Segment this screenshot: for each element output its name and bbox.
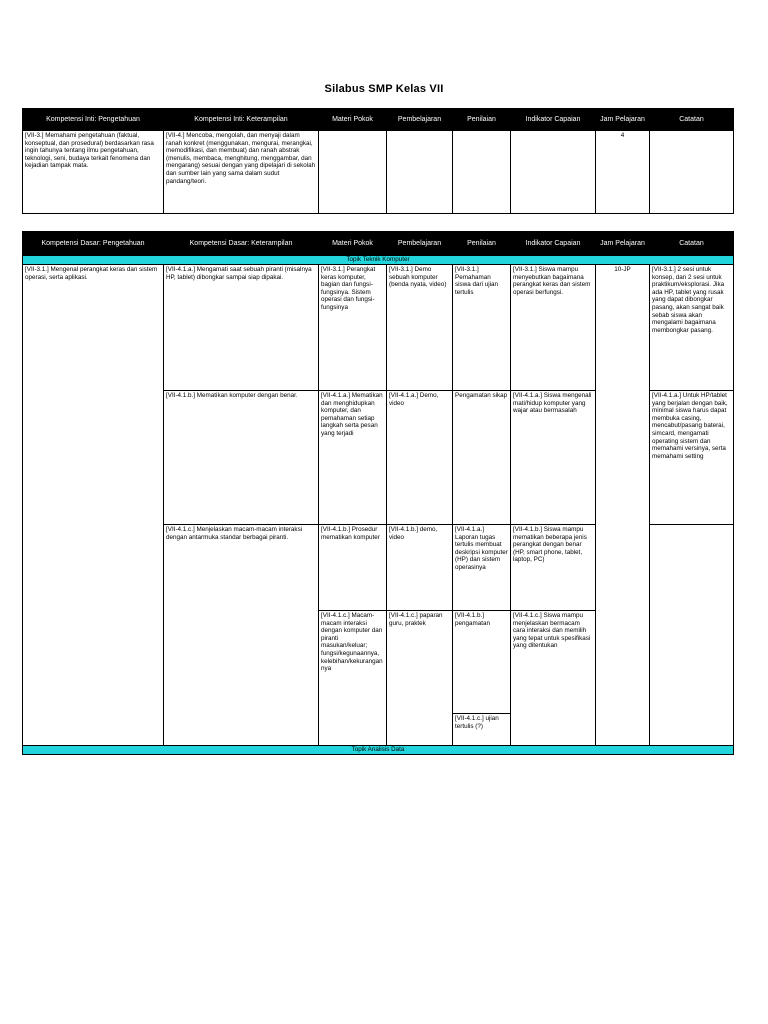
cell-materi: [VII-4.1.c.] Macam-macam interaksi dengan komputer dan piranti masukan/keluar; fungsi/kegunaannya, kelebihan/kekurangannya	[319, 611, 387, 746]
cell-penilaian: [VII-3.1.] Pemahaman siswa dari ujian tertulis	[453, 265, 511, 391]
topic-row	[23, 256, 734, 265]
cell-ki-keterampilan: [VII-4.] Mencoba, mengolah, dan menyaji dalam ranah konkret (menggunakan, mengurai, merangkai, memodifikasi, dan membuat) dan ranah abstrak (menulis, membaca, menghitung, menggambar, dan mengarang) sesuai dengan yang dipelajari di sekolah dan sumber lain yang sama dalam sudut pandang/teori.	[164, 131, 319, 214]
cell-pembelajaran: [VII-4.1.c.] paparan guru, praktek	[387, 611, 453, 746]
header-pembelajaran: Pembelajaran	[387, 109, 453, 131]
cell-empty	[319, 131, 387, 214]
topic-analisis-data: Topik Analisis Data	[23, 746, 734, 755]
cell-empty	[453, 131, 511, 214]
header-ki-pengetahuan: Kompetensi Inti: Pengetahuan	[23, 109, 164, 131]
cell-indikator: [VII-4.1.c.] Siswa mampu menjelaskan bermacam cara interaksi dan memilih yang tepat untuk spesifikasi yang ditentukan	[511, 611, 596, 746]
page-title: Silabus SMP Kelas VII	[324, 83, 444, 95]
header-indikator-capaian: Indikator Capaian	[511, 109, 596, 131]
kompetensi-inti-table	[22, 108, 734, 214]
cell-kd-keterampilan: [VII-4.1.b.] Mematikan komputer dengan benar.	[164, 391, 319, 525]
cell-materi: [VII-4.1.b.] Prosedur mematikan komputer	[319, 525, 387, 611]
cell-ki-pengetahuan: [VII-3.] Memahami pengetahuan (faktual, konseptual, dan prosedural) berdasarkan rasa ingin tahunya tentang ilmu pengetahuan, teknologi, seni, budaya terkait fenomena dan kejadian tampak mata.	[23, 131, 164, 214]
cell-penilaian: Pengamatan sikap	[453, 391, 511, 525]
header-kd-keterampilan: Kompetensi Dasar: Keterampilan	[164, 232, 319, 256]
cell-pembelajaran: [VII-3.1.] Demo sebuah komputer (benda nyata, video)	[387, 265, 453, 391]
table-header-row	[23, 232, 734, 256]
cell-penilaian: [VII-4.1.b.] pengamatan	[453, 611, 511, 714]
cell-catatan: [VII-3.1.] 2 sesi untuk konsep, dan 2 sesi untuk praktikum/eksplorasi. Jika ada HP, tablet yang rusak yang dapat dibongkar pasang, akan sangat baik sebab siswa akan mengalami bagaimana membongkar pasang.	[650, 265, 734, 391]
cell-indikator: [VII-4.1.b.] Siswa mampu mematikan beberapa jenis perangkat dengan benar (HP, smart phone, tablet, laptop, PC)	[511, 525, 596, 611]
cell-jam: 10-JP	[596, 265, 650, 746]
cell-empty	[387, 131, 453, 214]
table-row	[23, 265, 734, 391]
kompetensi-dasar-table	[22, 231, 734, 755]
topic-teknik-komputer: Topik Teknik Komputer	[23, 256, 734, 265]
cell-materi: [VII-3.1.] Perangkat keras komputer, bagian dan fungsi-fungsinya. Sistem operasi dan fungsi-fungsinya	[319, 265, 387, 391]
header-penilaian: Penilaian	[453, 109, 511, 131]
header-jam-pelajaran: Jam Pelajaran	[596, 109, 650, 131]
cell-kd-keterampilan: [VII-4.1.c.] Menjelaskan macam-macam interaksi dengan antarmuka standar berbagai piranti.	[164, 525, 319, 746]
cell-kd-pengetahuan: [VII-3.1.] Mengenal perangkat keras dan sistem operasi, serta aplikasi.	[23, 265, 164, 746]
header-materi-pokok: Materi Pokok	[319, 232, 387, 256]
header-ki-keterampilan: Kompetensi Inti: Keterampilan	[164, 109, 319, 131]
cell-catatan	[650, 525, 734, 746]
cell-materi: [VII-4.1.a.] Mematikan dan menghidupkan komputer, dan pemahaman setiap langkah serta pesan yang terjadi	[319, 391, 387, 525]
header-penilaian: Penilaian	[453, 232, 511, 256]
header-catatan: Catatan	[650, 109, 734, 131]
header-jam-pelajaran: Jam Pelajaran	[596, 232, 650, 256]
cell-pembelajaran: [VII-4.1.a.] Demo, video	[387, 391, 453, 525]
header-indikator-capaian: Indikator Capaian	[511, 232, 596, 256]
cell-jam: 4	[596, 131, 650, 214]
cell-kd-keterampilan: [VII-4.1.a.] Mengamati saat sebuah piranti (misalnya HP, tablet) dibongkar sampai siap dipakai.	[164, 265, 319, 391]
cell-catatan: [VII-4.1.a.] Untuk HP/tablet yang berjalan dengan baik, minimal siswa harus dapat membuka casing, mencabut/pasang baterai, simcard, mengamati operating sistem dan memahami versinya, serta memahami setting	[650, 391, 734, 525]
header-catatan: Catatan	[650, 232, 734, 256]
header-pembelajaran: Pembelajaran	[387, 232, 453, 256]
cell-empty	[511, 131, 596, 214]
table-header-row	[23, 109, 734, 131]
table-row	[23, 131, 734, 214]
cell-indikator: [VII-3.1.] Siswa mampu menyebutkan bagaimana perangkat keras dan sistem operasi berfungsi.	[511, 265, 596, 391]
cell-indikator: [VII-4.1.a.] Siswa mengenali mati/hidup komputer yang wajar atau bermasalah	[511, 391, 596, 525]
cell-penilaian: [VII-4.1.a.] Laporan tugas tertulis membuat deskripsi komputer (HP) dan sistem operasinya	[453, 525, 511, 611]
topic-row	[23, 746, 734, 755]
header-materi-pokok: Materi Pokok	[319, 109, 387, 131]
cell-pembelajaran: [VII-4.1.b.] demo, video	[387, 525, 453, 611]
cell-penilaian: [VII-4.1.c.] ujian tertulis (?)	[453, 714, 511, 746]
header-kd-pengetahuan: Kompetensi Dasar: Pengetahuan	[23, 232, 164, 256]
cell-empty	[650, 131, 734, 214]
